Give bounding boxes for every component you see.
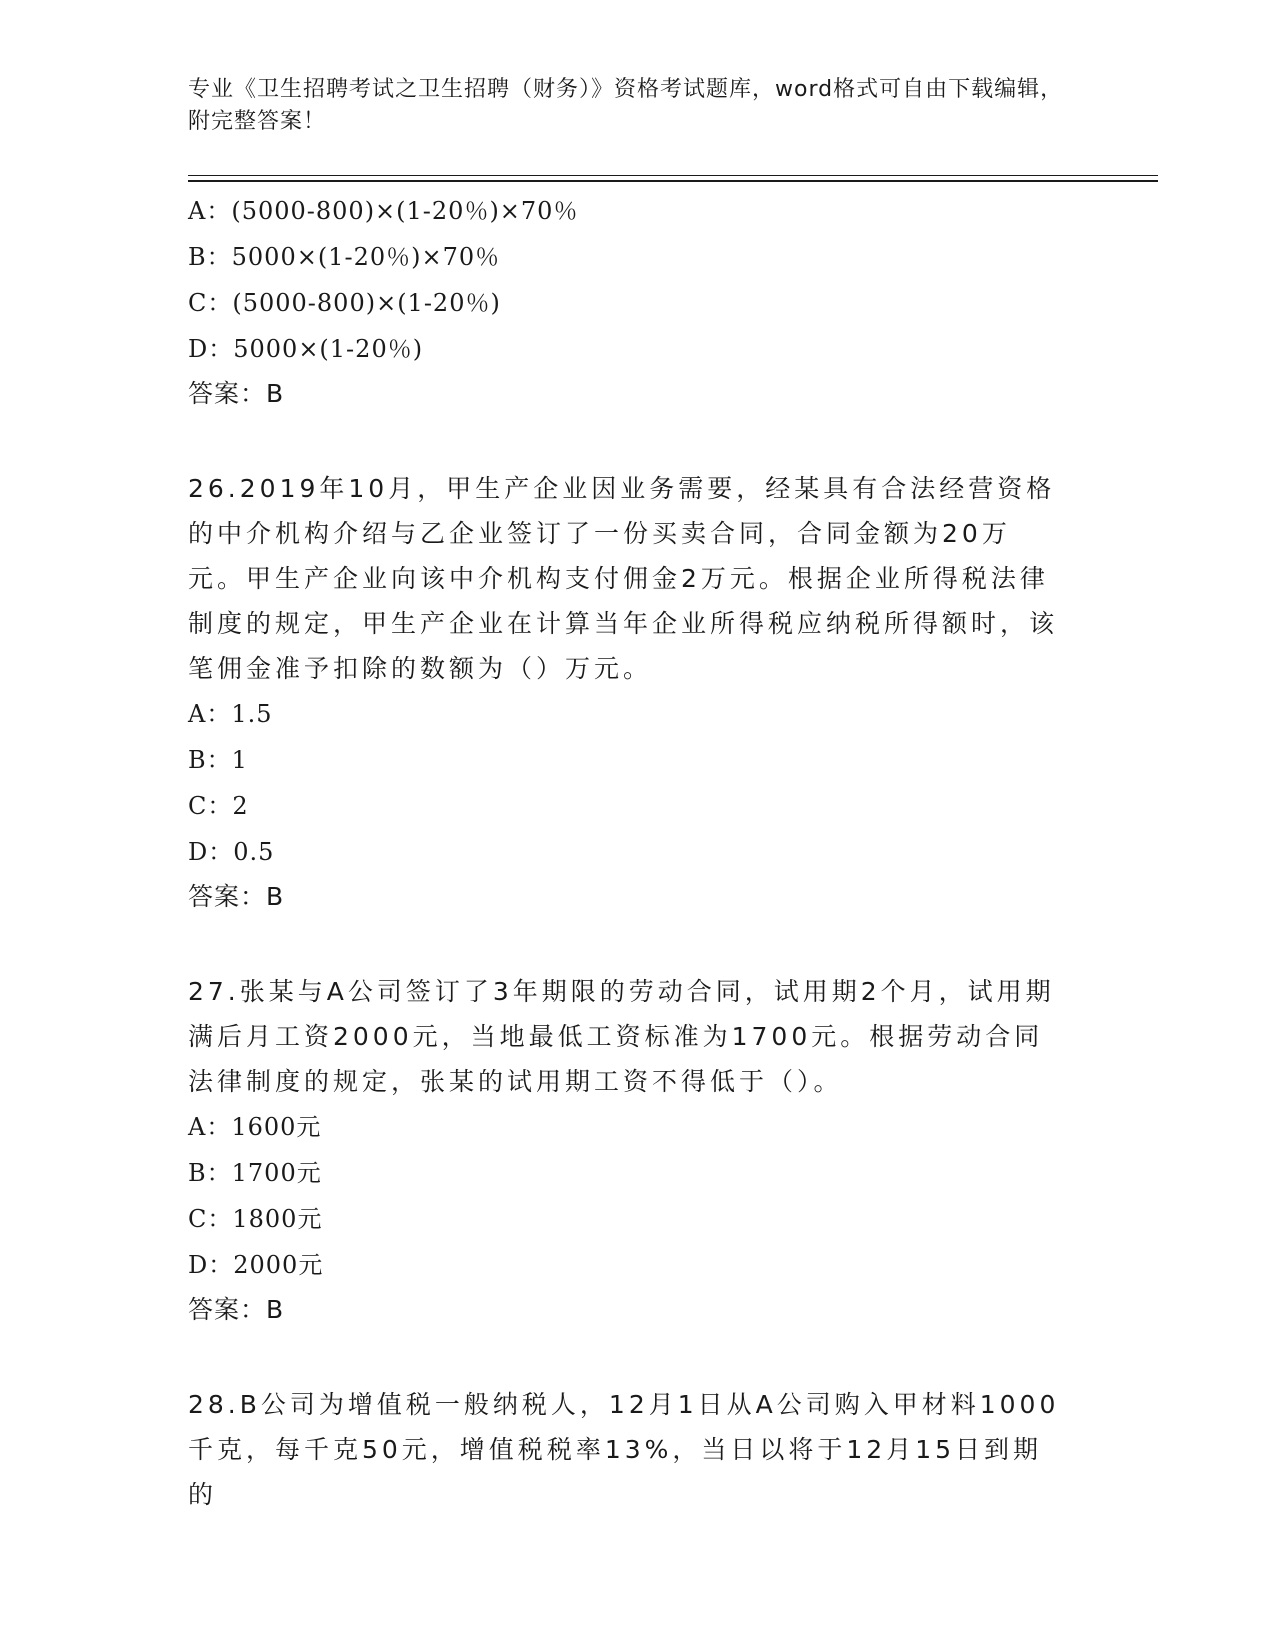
option-d: D：0.5: [188, 838, 275, 866]
question-28: [188, 1382, 1068, 1517]
answer: 答案：B: [188, 379, 285, 408]
option-b: B：5000×(1-20％)×70％: [188, 243, 501, 271]
question-list: [188, 188, 1068, 1517]
answer: 答案：B: [188, 882, 285, 911]
option-b: B：1700元: [188, 1159, 322, 1187]
header-divider-thin: [188, 175, 1158, 176]
option-c: C：1800元: [188, 1205, 323, 1233]
question-stem: 27.张某与A公司签订了3年期限的劳动合同，试用期2个月，试用期满后月工资2000元，当地最低工资标准为1700元。根据劳动合同法律制度的规定，张某的试用期工资不得低于（）。: [188, 977, 1055, 1096]
question-stem: 28.B公司为增值税一般纳税人，12月1日从A公司购入甲材料1000千克，每千克50元，增值税税率13%，当日以将于12月15日到期的: [188, 1390, 1060, 1509]
option-d: D：2000元: [188, 1251, 324, 1279]
document-intro: 专业《卫生招聘考试之卫生招聘（财务）》资格考试题库，word格式可自由下载编辑，附完整答案！: [188, 77, 1064, 134]
option-c: C：(5000-800)×(1-20％): [188, 289, 501, 317]
option-a: A：1600元: [188, 1113, 322, 1141]
question-26: [188, 466, 1068, 919]
option-b: B：1: [188, 746, 248, 774]
option-a: A：(5000-800)×(1-20％)×70％: [188, 197, 579, 225]
question-25: [188, 188, 1068, 416]
option-d: D：5000×(1-20％): [188, 335, 424, 363]
question-stem: 26.2019年10月，甲生产企业因业务需要，经某具有合法经营资格的中介机构介绍与乙企业签订了一份买卖合同，合同金额为20万元。甲生产企业向该中介机构支付佣金2万元。根据企业所得税法律制度的规定，甲生产企业在计算当年企业所得税应纳税所得额时，该笔佣金准予扣除的数额为（）万元。: [188, 474, 1059, 683]
header-divider-thick: [188, 180, 1158, 182]
question-27: [188, 969, 1068, 1332]
option-c: C：2: [188, 792, 249, 820]
answer: 答案：B: [188, 1295, 285, 1324]
option-a: A：1.5: [188, 700, 273, 728]
